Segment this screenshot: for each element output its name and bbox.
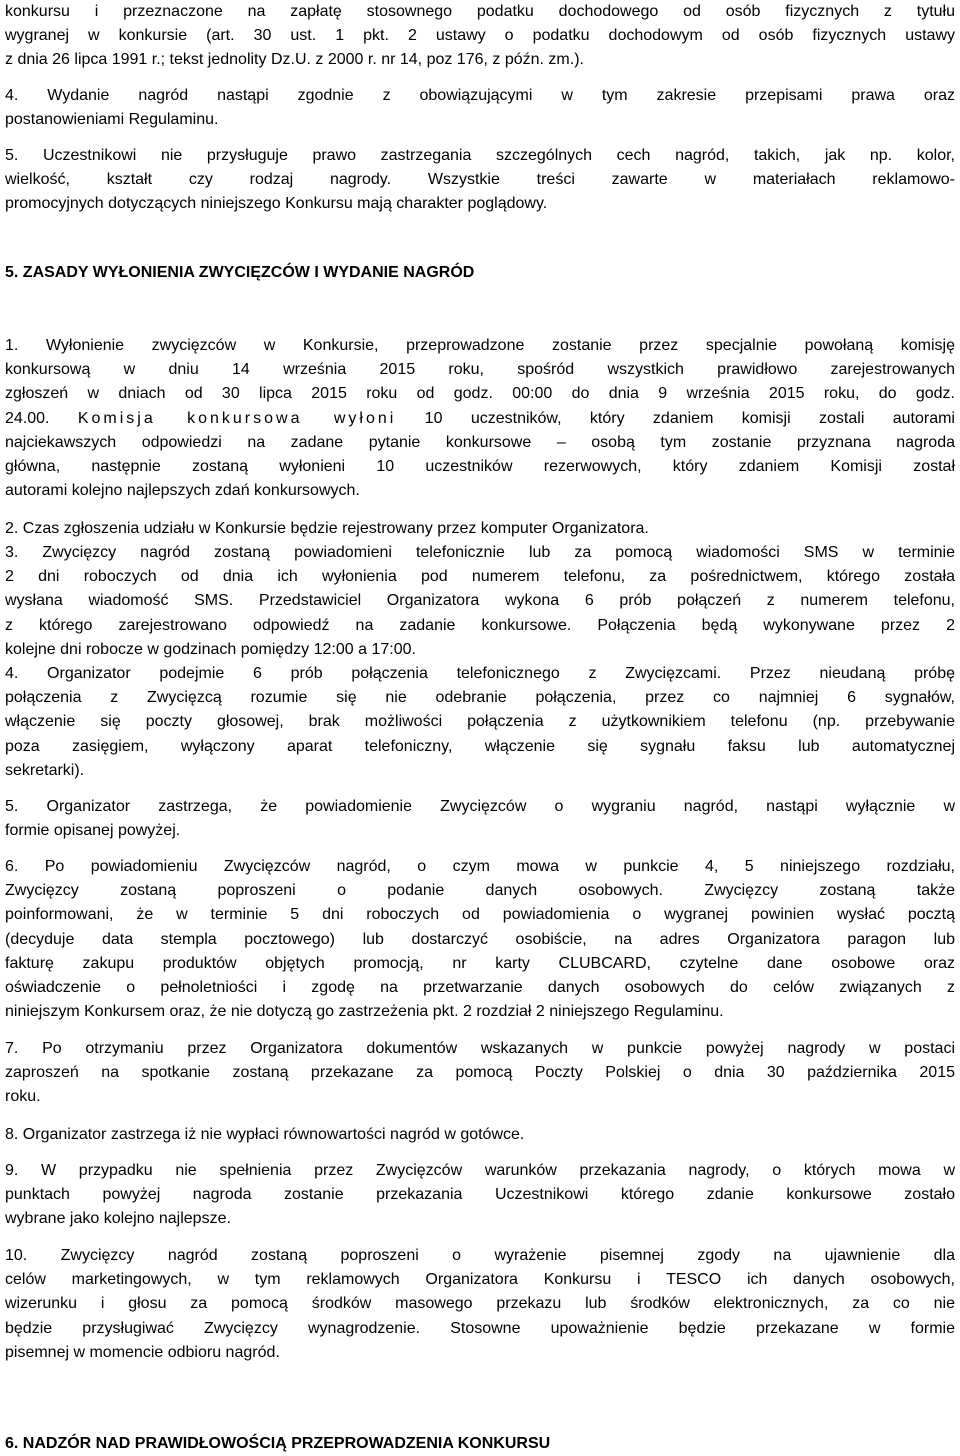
point-4 xyxy=(5,662,955,783)
text-line: 1. Wyłonienie zwycięzców w Konkursie, przeprowadzone zostanie przez specjalnie powołaną komisję xyxy=(5,337,955,354)
text-fragment: 10 uczestników, który zdaniem komisji zostali autorami xyxy=(424,409,955,427)
text-line: wybrane jako kolejno najlepsze. xyxy=(5,1210,231,1228)
text-line: autorami kolejno najlepszych zdań konkursowych. xyxy=(5,482,360,500)
text-line: poza zasięgiem, wyłączony aparat telefoniczny, włączenie się sygnału faksu lub automatycznej xyxy=(5,737,955,755)
text-line: 10. Zwycięzcy nagród zostaną poproszeni o wyrażenie pisemnej zgody na ujawnienie dla xyxy=(5,1247,955,1264)
text-line: fakturę zakupu produktów objętych promocją, nr karty CLUBCARD, czytelne dane osobowe oraz xyxy=(5,954,955,972)
text-line: 9. W przypadku nie spełnienia przez Zwycięzców warunków przekazania nagrody, o których mowa w xyxy=(5,1162,955,1179)
text-line: połączenia z Zwycięzcą rozumie się nie odebranie połączenia, przez co najmniej 6 sygnałów, xyxy=(5,689,955,707)
text-line: 5. Organizator zastrzega, że powiadomienie Zwycięzców o wygraniu nagród, nastąpi wyłącznie w xyxy=(5,798,955,815)
paragraph-4 xyxy=(5,84,955,132)
text-line: będzie przysługiwać Zwycięzcy wynagrodzenie. Stosowne upoważnienie będzie przekazane w formie xyxy=(5,1319,955,1337)
time-text: 24.00. xyxy=(5,409,50,427)
text-line: wielkość, kształt czy rodzaj nagrody. Wszystkie treści zawarte w materiałach reklamowo- xyxy=(5,171,955,189)
section-6-heading xyxy=(5,1432,955,1456)
text-line: wygranej w konkursie (art. 30 ust. 1 pkt. 2 ustawy o podatku dochodowym od osób fizycznych ustawy xyxy=(5,27,955,45)
text-line: 4. Wydanie nagród nastąpi zgodnie z obowiązującymi w tym zakresie przepisami prawa oraz xyxy=(5,87,955,104)
text-line: Zwycięzcy zostaną poproszeni o podanie danych osobowych. Zwycięzcy zostaną także xyxy=(5,882,955,900)
text-line: 6. Po powiadomieniu Zwycięzców nagród, o czym mowa w punkcie 4, 5 niniejszego rozdziału, xyxy=(5,858,955,875)
text-line: główna, następnie zostaną wyłonieni 10 uczestników rezerwowych, który zdaniem Komisji został xyxy=(5,457,955,475)
text-line: konkursu i przeznaczone na zapłatę stosownego podatku dochodowego od osób fizycznych z tytułu xyxy=(5,3,955,20)
text-line: z dnia 26 lipca 1991 r.; tekst jednolity Dz.U. z 2000 r. nr 14, poz 176, z późn. zm.). xyxy=(5,51,584,69)
section-5-heading xyxy=(5,261,955,285)
heading-text: 5. ZASADY WYŁONIENIA ZWYCIĘZCÓW I WYDANIE NAGRÓD xyxy=(5,264,475,281)
text-line: z którego zarejestrowano odpowiedź na zadanie konkursowe. Połączenia będą wykonywane przez 2 xyxy=(5,616,955,634)
point-2 xyxy=(5,517,955,541)
text-line: 2 dni roboczych od dnia ich wyłonienia pod numerem telefonu, za pośrednictwem, którego została xyxy=(5,568,955,586)
point-9 xyxy=(5,1159,955,1232)
point-7 xyxy=(5,1037,955,1110)
text-line: celów marketingowych, w tym reklamowych Organizatora Konkursu i TESCO ich danych osobowych, xyxy=(5,1271,955,1289)
text-line: 2. Czas zgłoszenia udziału w Konkursie będzie rejestrowany przez komputer Organizatora. xyxy=(5,520,649,537)
heading-text: 6. NADZÓR NAD PRAWIDŁOWOŚCIĄ PRZEPROWADZENIA KONKURSU xyxy=(5,1435,551,1452)
point-3 xyxy=(5,541,955,662)
point-10 xyxy=(5,1244,955,1365)
text-line: wysłana wiadomość SMS. Przedstawiciel Organizatora wykona 6 prób połączeń z numerem telefonu, xyxy=(5,592,955,610)
text-line: (decyduje data stempla pocztowego) lub dostarczyć osobiście, na adres Organizatora paragon lub xyxy=(5,930,955,948)
point-8 xyxy=(5,1123,955,1147)
text-line: postanowieniami Regulaminu. xyxy=(5,111,219,129)
intro-paragraph xyxy=(5,0,955,73)
text-line: 8. Organizator zastrzega iż nie wypłaci równowartości nagród w gotówce. xyxy=(5,1126,525,1143)
text-line: 5. Uczestnikowi nie przysługuje prawo zastrzegania szczególnych cech nagród, takich, jak np. kolor, xyxy=(5,147,955,164)
text-line: wizerunku i głosu za pomocą środków masowego przekazu lub środków elektronicznych, za co nie xyxy=(5,1295,955,1313)
text-line: zaproszeń na spotkanie zostaną przekazane za pomocą Poczty Polskiej o dnia 30 października 2015 xyxy=(5,1064,955,1082)
text-line: najciekawszych odpowiedzi na zadane pytanie konkursowe – osobą tym zostanie przyznana nagroda xyxy=(5,433,955,451)
text-line: poinformowani, że w terminie 5 dni roboczych od powiadomienia o wygranej powinien wysłać pocztą xyxy=(5,906,955,924)
text-line: konkursową w dniu 14 września 2015 roku, spośród wszystkich prawidłowo zarejestrowanych xyxy=(5,361,955,379)
text-line: formie opisanej powyżej. xyxy=(5,822,181,840)
text-line: 4. Organizator podejmie 6 prób połączenia telefonicznego z Zwycięzcami. Przez nieudaną próbę xyxy=(5,665,955,682)
text-line: oświadczenie o pełnoletniości i zgodę na przetwarzanie danych osobowych do celów związanych z xyxy=(5,978,955,996)
point-1 xyxy=(5,334,955,503)
text-line: roku. xyxy=(5,1088,41,1106)
text-line: pisemnej w momencie odbioru nagród. xyxy=(5,1343,280,1361)
text-line: 7. Po otrzymaniu przez Organizatora dokumentów wskazanych w punkcie powyżej nagrody w postaci xyxy=(5,1040,955,1057)
text-line: promocyjnych dotyczących niniejszego Konkursu mają charakter poglądowy. xyxy=(5,195,548,213)
spaced-text: Komisja konkursowa wyłoni xyxy=(77,409,397,427)
text-line xyxy=(5,407,955,431)
text-line: zgłoszeń w dniach od 30 lipca 2015 roku od godz. 00:00 do dnia 9 września 2015 roku, do godz. xyxy=(5,385,955,403)
point-5 xyxy=(5,795,955,843)
text-line: kolejne dni robocze w godzinach pomiędzy 12:00 a 17:00. xyxy=(5,640,416,658)
text-line: włączenie się poczty głosowej, brak możliwości połączenia z użytkownikiem telefonu (np. przebywanie xyxy=(5,713,955,731)
text-line: sekretarki). xyxy=(5,761,85,779)
text-line: punktach powyżej nagroda zostanie przekazania Uczestnikowi którego zdanie konkursowe zostało xyxy=(5,1186,955,1204)
text-line: 3. Zwycięzcy nagród zostaną powiadomieni telefonicznie lub za pomocą wiadomości SMS w terminie xyxy=(5,544,955,561)
point-6 xyxy=(5,855,955,1024)
paragraph-5 xyxy=(5,144,955,217)
text-line: niniejszym Konkursem oraz, że nie dotyczą go zastrzeżenia pkt. 2 rozdział 2 niniejszego Regulaminu. xyxy=(5,1003,724,1021)
